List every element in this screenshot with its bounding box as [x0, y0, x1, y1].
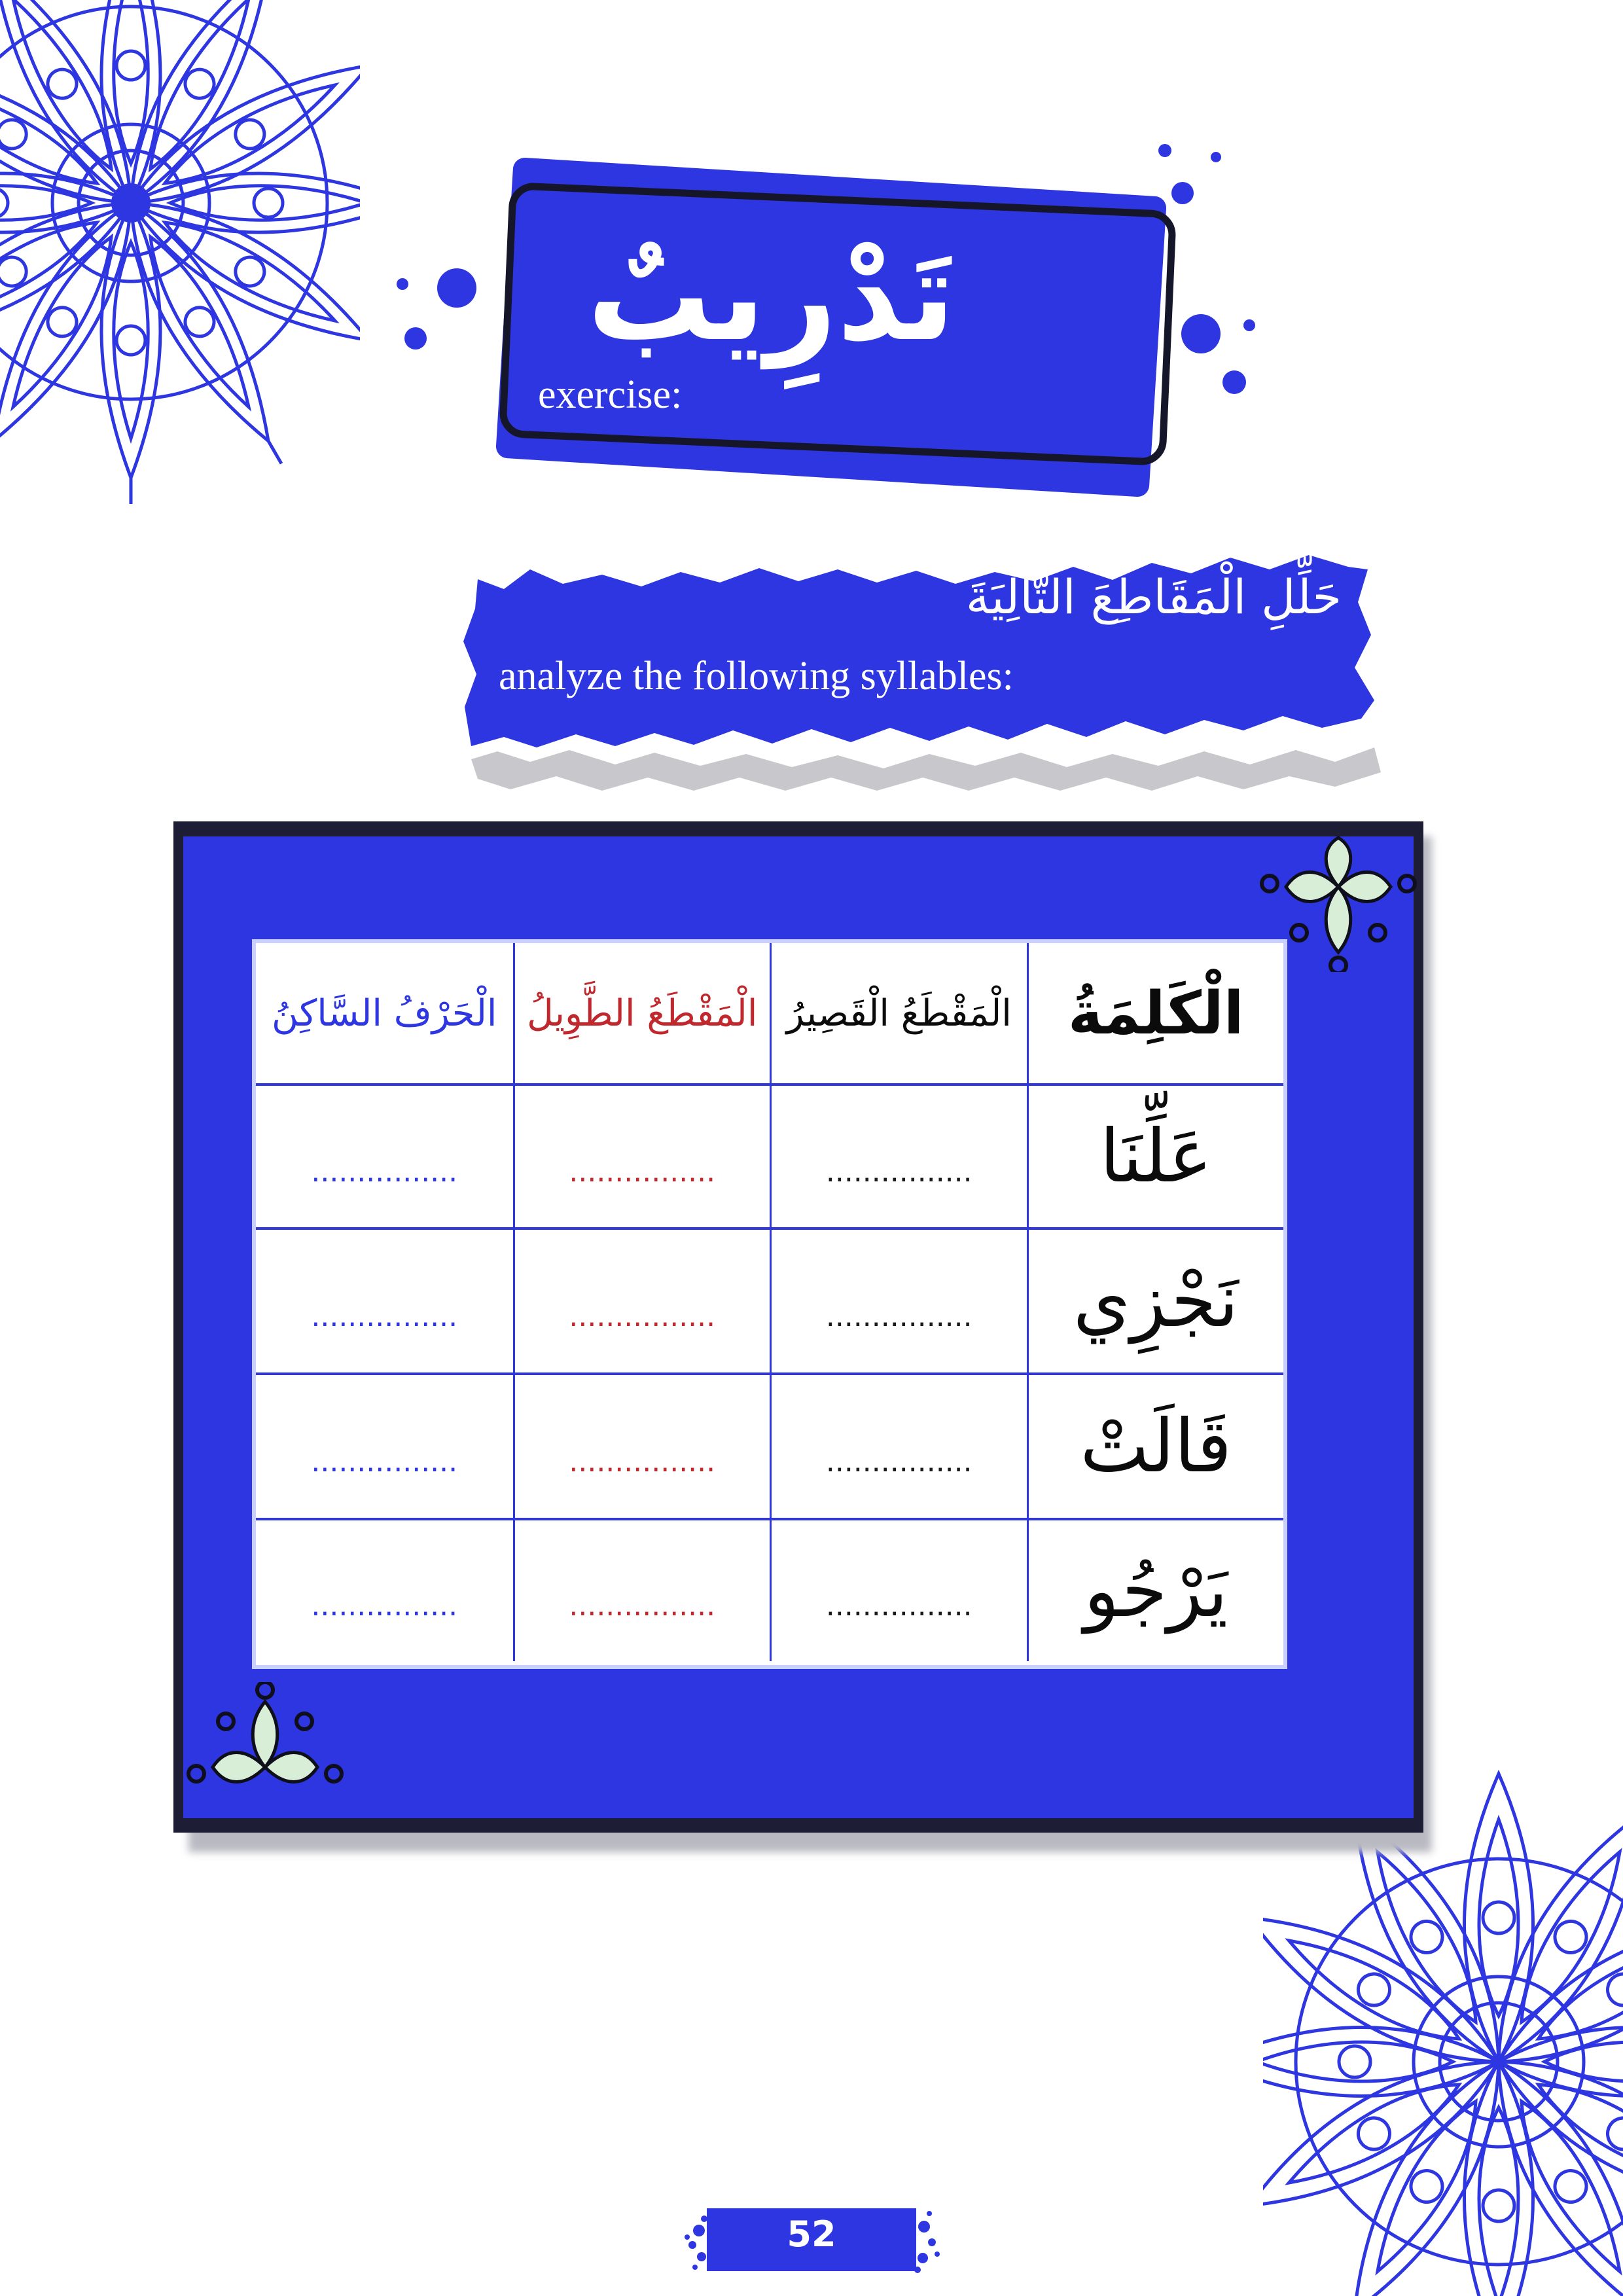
sukun-letter-cell[interactable] — [256, 1230, 513, 1372]
word-text: نَجْزِي — [1073, 1259, 1239, 1344]
title-english: exercise: — [538, 372, 683, 417]
decor-dot — [1211, 152, 1221, 162]
decor-dot — [1222, 370, 1246, 394]
short-syllable-blank: ................ — [825, 1444, 972, 1479]
title-arabic: تَدْرِيبٌ — [587, 224, 955, 368]
header-cell-sukun-letter — [256, 943, 513, 1083]
long-syllable-blank: ................ — [569, 1299, 716, 1333]
short-syllable-blank: ................ — [825, 1155, 972, 1189]
long-syllable-cell[interactable] — [513, 1086, 770, 1227]
sukun-letter-cell[interactable] — [256, 1375, 513, 1518]
header-short-syllable: الْمَقْطَعُ الْقَصِيرُ — [786, 992, 1012, 1035]
table-row — [256, 1375, 1283, 1518]
table-row — [256, 1230, 1283, 1372]
header-cell-short-syllable — [770, 943, 1027, 1083]
flower-ornament-bottom-left — [177, 1682, 353, 1820]
sukun-letter-cell[interactable] — [256, 1520, 513, 1661]
short-syllable-blank: ................ — [825, 1589, 972, 1623]
sukun-letter-blank: ................ — [311, 1155, 458, 1189]
table-row — [256, 1086, 1283, 1227]
word-text: قَالَتْ — [1080, 1404, 1232, 1489]
sukun-letter-cell[interactable] — [256, 1086, 513, 1227]
page-number-badge — [681, 2204, 942, 2275]
short-syllable-cell[interactable] — [770, 1230, 1027, 1372]
instruction-banner — [458, 543, 1394, 792]
instruction-arabic: حَلِّلِ الْمَقَاطِعَ التَّالِيَةَ — [965, 569, 1342, 624]
short-syllable-cell[interactable] — [770, 1375, 1027, 1518]
short-syllable-cell[interactable] — [770, 1520, 1027, 1661]
long-syllable-cell[interactable] — [513, 1520, 770, 1661]
table-header-row — [256, 943, 1283, 1083]
word-cell — [1027, 1086, 1284, 1227]
header-sukun-letter: الْحَرْفُ السَّاكِنُ — [272, 992, 497, 1035]
short-syllable-cell[interactable] — [770, 1086, 1027, 1227]
sukun-letter-blank: ................ — [311, 1299, 458, 1333]
syllable-table — [252, 939, 1287, 1669]
mandala-ornament-top-left — [0, 0, 360, 517]
decor-dot — [437, 268, 476, 308]
decor-dot — [1158, 144, 1171, 157]
sukun-letter-blank: ................ — [311, 1444, 458, 1479]
header-long-syllable: الْمَقْطَعُ الطَّوِيلُ — [527, 992, 758, 1035]
long-syllable-cell[interactable] — [513, 1375, 770, 1518]
word-cell — [1027, 1230, 1284, 1372]
word-text: عَلِّنَا — [1099, 1114, 1213, 1199]
header-word: الْكَلِمَةُ — [1067, 978, 1244, 1048]
sukun-letter-blank: ................ — [311, 1589, 458, 1623]
long-syllable-blank: ................ — [569, 1155, 716, 1189]
short-syllable-blank: ................ — [825, 1299, 972, 1333]
decor-dot — [1243, 319, 1255, 331]
header-cell-word — [1027, 943, 1284, 1083]
decor-dot — [397, 278, 408, 290]
instruction-english: analyze the following syllables: — [499, 654, 1014, 698]
decor-dot — [1181, 314, 1221, 353]
long-syllable-cell[interactable] — [513, 1230, 770, 1372]
page-number: 52 — [787, 2214, 836, 2255]
word-cell — [1027, 1520, 1284, 1661]
long-syllable-blank: ................ — [569, 1444, 716, 1479]
word-text: يَرْجُو — [1084, 1548, 1228, 1634]
long-syllable-blank: ................ — [569, 1589, 716, 1623]
decor-dot — [404, 327, 427, 350]
word-cell — [1027, 1375, 1284, 1518]
title-block — [484, 157, 1178, 497]
header-cell-long-syllable — [513, 943, 770, 1083]
table-row — [256, 1520, 1283, 1661]
